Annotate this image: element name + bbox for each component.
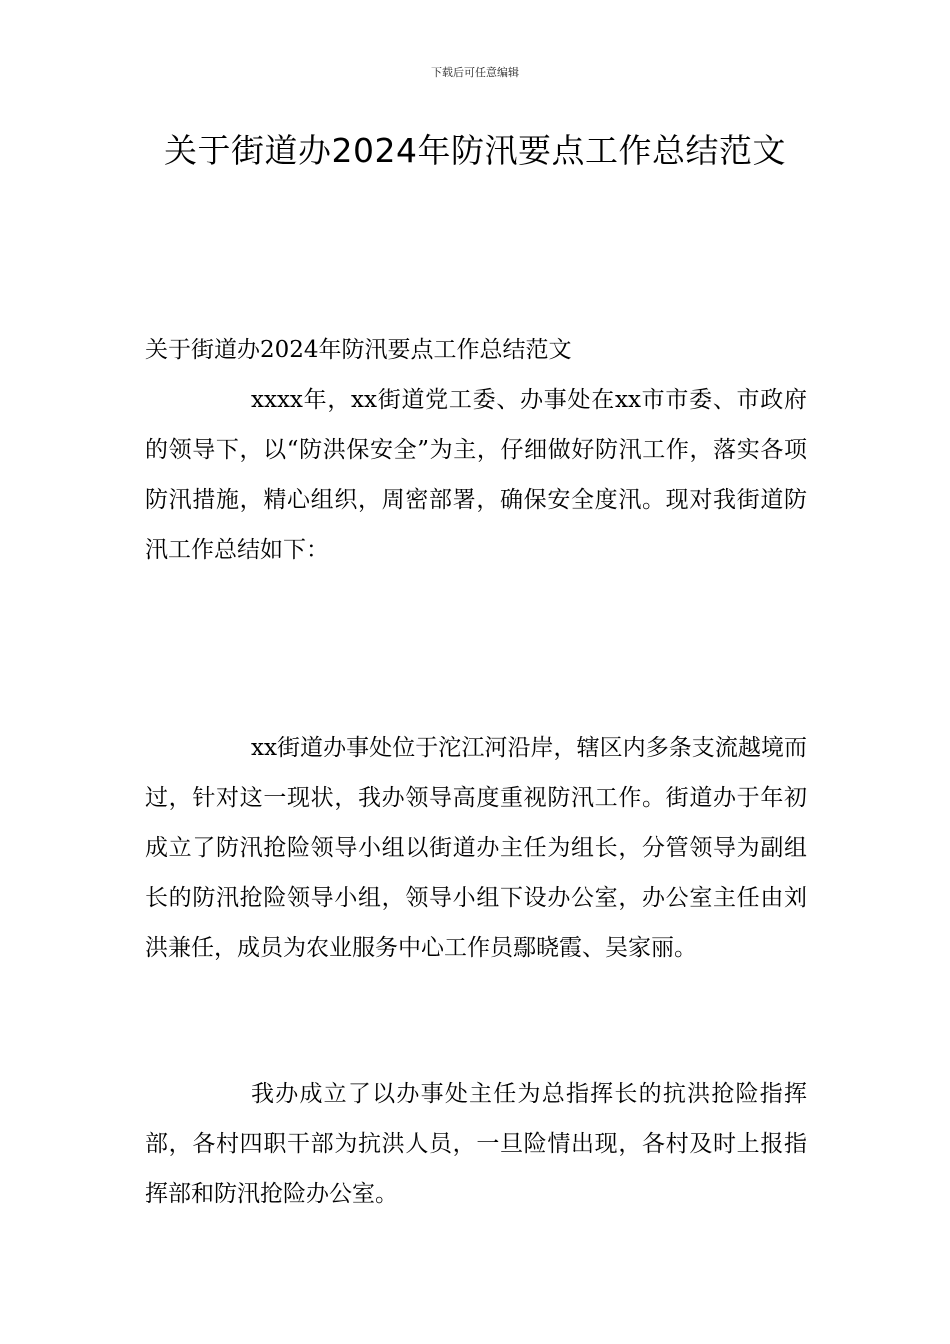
- subtitle-text: 关于街道办2024年防汛要点工作总结范文: [145, 337, 572, 363]
- paragraph-intro: [145, 375, 807, 575]
- document-subtitle: [145, 325, 807, 375]
- paragraph-text: xx街道办事处位于沱江河沿岸，辖区内多条支流越境而过，针对这一现状，我办领导高度重视防汛工作。街道办于年初成立了防汛抢险领导小组以街道办主任为组长，分管领导为副组长的防汛抢险领导小组，领导小组下设办公室，办公室主任由刘洪兼任，成员为农业服务中心工作员鄢晓霞、吴家丽。: [145, 735, 807, 961]
- paragraph-text: xxxx年，xx街道党工委、办事处在xx市市委、市政府的领导下，以“防洪保安全”为主，仔细做好防汛工作，落实各项防汛措施，精心组织，周密部署，确保安全度汛。现对我街道防汛工作总结如下：: [145, 387, 807, 563]
- document-title: 关于街道办2024年防汛要点工作总结范文: [164, 131, 786, 170]
- paragraph-command-center: [145, 1069, 807, 1219]
- paragraph-text: 我办成立了以办事处主任为总指挥长的抗洪抢险指挥部，各村四职干部为抗洪人员，一旦险情出现，各村及时上报指挥部和防汛抢险办公室。: [145, 1081, 807, 1207]
- page-header-note: 下载后可任意编辑: [431, 66, 519, 79]
- paragraph-leadership-group: [145, 723, 807, 973]
